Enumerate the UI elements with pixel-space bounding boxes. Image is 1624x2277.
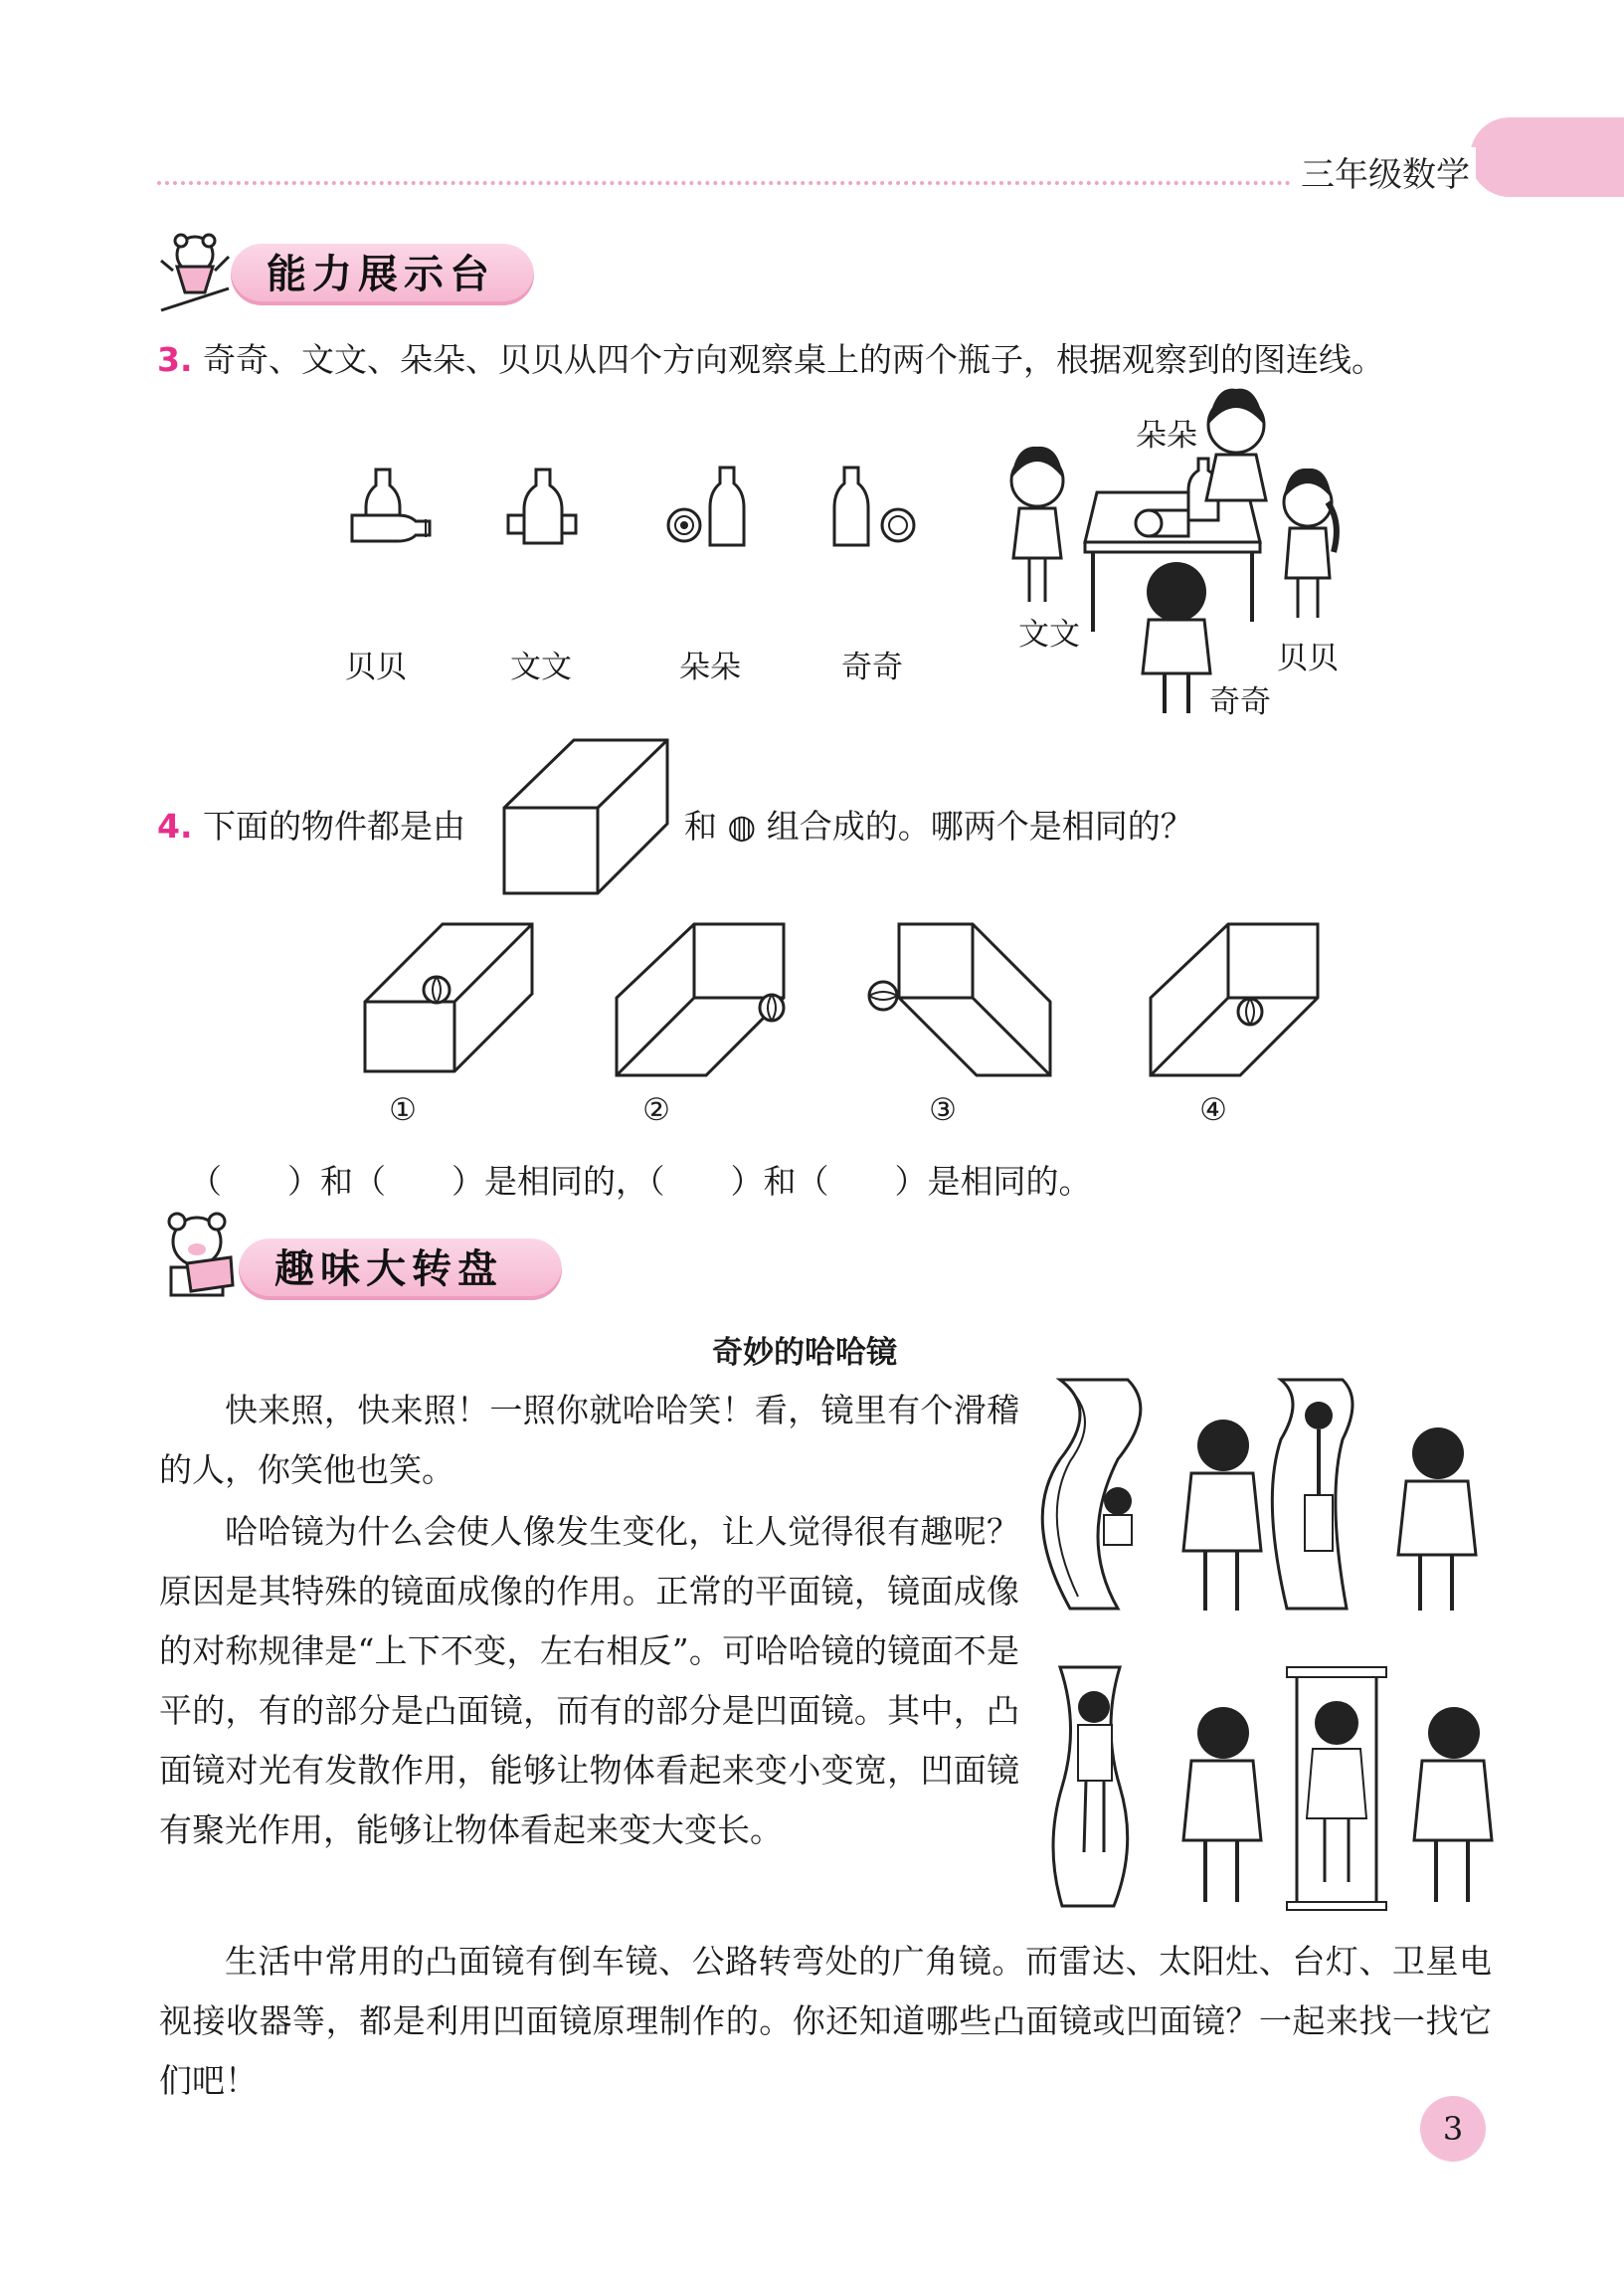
grade-subject-label: 三年级数学 xyxy=(1295,147,1476,196)
option-label-3: ③ xyxy=(929,1092,957,1128)
view-label-duoduo: 朵朵 xyxy=(679,650,741,685)
paragraph-1-text: 快来照，快来照！一照你就哈哈笑！看，镜里有个滑稽的人，你笑他也笑。 xyxy=(159,1391,1019,1489)
page-number: 3 xyxy=(1420,2096,1486,2162)
view-wenwen-bottles xyxy=(502,466,582,549)
option-2-figure xyxy=(615,920,786,1079)
q4-prompt-start xyxy=(157,801,465,848)
scene-label-duoduo: 朵朵 xyxy=(1136,418,1197,454)
q3-text: 奇奇、文文、朵朵、贝贝从四个方向观察桌上的两个瓶子，根据观察到的图连线。 xyxy=(203,340,1384,379)
q4-text-middle: 和 ◍ 组合成的。哪两个是相同的？ xyxy=(684,807,1193,846)
q4-answer-line: （ ）和（ ）是相同的，（ ）和（ ）是相同的。 xyxy=(189,1162,1092,1201)
view-label-wenwen: 文文 xyxy=(510,650,572,685)
scene-label-wenwen: 文文 xyxy=(1018,617,1080,653)
option-label-2: ② xyxy=(642,1092,670,1128)
skiing-bear-icon xyxy=(157,227,237,316)
scene-label-qiqi: 奇奇 xyxy=(1209,684,1271,720)
option-4-figure xyxy=(1149,920,1320,1079)
section-title-ability: 能力展示台 xyxy=(231,244,534,305)
q4-text-before: 下面的物件都是由 xyxy=(203,807,465,846)
view-label-qiqi: 奇奇 xyxy=(841,650,903,685)
option-label-4: ④ xyxy=(1199,1092,1227,1128)
mirror-illustration-3 xyxy=(1056,1663,1295,1912)
view-qiqi-bottles xyxy=(830,464,920,553)
option-label-1: ① xyxy=(389,1092,417,1128)
header-dotted-rule xyxy=(157,181,1291,185)
paragraph-3-text: 生活中常用的凸面镜有倒车镜、公路转弯处的广角镜。而雷达、太阳灶、台灯、卫星电视接收器等，都是利用凹面镜原理制作的。你还知道哪些凸面镜或凹面镜？一起来找一找它们吧！ xyxy=(159,1942,1492,2100)
option-1-figure xyxy=(363,920,534,1075)
paragraph-2-text: 哈哈镜为什么会使人像发生变化，让人觉得很有趣呢？原因是其特殊的镜面成像的作用。正常的平面镜，镜面成像的对称规律是“上下不变，左右相反”。可哈哈镜的镜面不是平的，有的部分是凸面镜，而有的部分是凹面镜。其中，凸面镜对光有发散作用，能够让物体看起来变小变宽，凹面镜有聚光作用，能够让物体看起来变大变长。 xyxy=(159,1512,1019,1849)
mirror-illustration-1 xyxy=(1056,1376,1295,1619)
view-label-beibei: 贝贝 xyxy=(345,650,407,685)
scene-label-beibei: 贝贝 xyxy=(1277,641,1339,676)
article-paragraph-3 xyxy=(159,1932,1492,2111)
header-tab xyxy=(1470,117,1624,197)
view-beibei-bottles xyxy=(348,460,438,549)
q3-prompt xyxy=(157,334,1384,381)
reading-bear-icon xyxy=(157,1206,243,1301)
article-paragraph-2 xyxy=(159,1502,1019,1860)
q3-number: 3. xyxy=(157,340,193,379)
section-title-fun: 趣味大转盘 xyxy=(239,1238,562,1300)
article-title: 奇妙的哈哈镜 xyxy=(712,1335,897,1371)
mirror-illustration-2 xyxy=(1275,1376,1514,1619)
q4-number: 4. xyxy=(157,807,193,846)
mirror-illustration-4 xyxy=(1283,1663,1522,1912)
option-3-figure xyxy=(865,920,1054,1079)
article-paragraph-1 xyxy=(159,1381,1019,1500)
view-duoduo-bottles xyxy=(664,464,748,553)
cuboid-block-icon xyxy=(502,738,671,897)
